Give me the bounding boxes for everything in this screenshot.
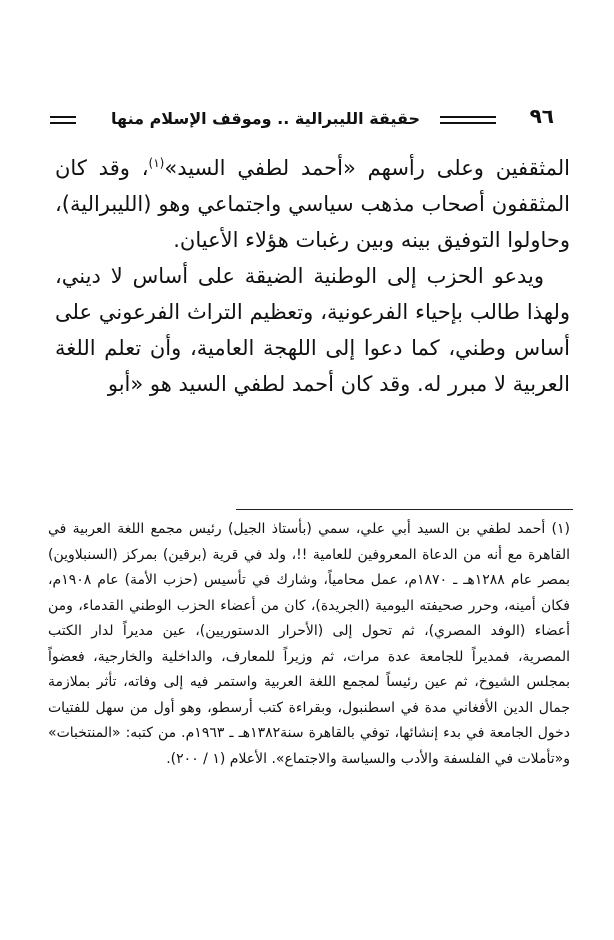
footnote-separator <box>236 509 573 510</box>
footnote-reference[interactable]: (١) <box>148 156 165 170</box>
paragraph-1-start: المثقفين وعلى رأسهم «أحمد لطفي السيد» <box>164 156 571 180</box>
page-number: ٩٦ <box>529 104 554 128</box>
paragraph-1 <box>55 150 570 258</box>
paragraph-2: ويدعو الحزب إلى الوطنية الضيقة على أساس لا ديني، ولهذا طالب بإحياء الفرعونية، وتعظيم التراث الفرعوني على أساس وطني، كما دعوا إلى اللهجة العامية، وأن تعلم اللغة العربية لا مبرر له. وقد كان أحمد لطفي السيد هو «أبو <box>55 264 570 396</box>
main-text <box>55 150 570 402</box>
footnote <box>48 517 570 772</box>
header-rule-left <box>50 116 76 124</box>
header-rule-right <box>440 116 496 124</box>
footnote-text: (١) أحمد لطفي بن السيد أبي علي، سمي (بأستاذ الجيل) رئيس مجمع اللغة العربية في القاهرة مع أنه من الدعاة المعروفين للعامية !!، ولد في قرية (برقين) بمركز (السنبلاوين) بمصر عام ١٢٨٨هـ ـ ١٨٧٠م، عمل محامياً، وشارك في تأسيس (حزب الأمة) عام ١٩٠٨م، فكان أمينه، وحرر صحيفته اليومية (الجريدة)، كان من أعضاء الحزب الوطني القدماء، ومن أعضاء (الوفد المصري)، ثم تحول إلى (الأحرار الدستوريين)، عين مديراً لدار الكتب المصرية، فمديراً للجامعة عدة مرات، ثم وزيراً للمعارف، والداخلية والخارجية، فعضواً بمجلس الشيوخ، ثم عين رئيساً لمجمع اللغة العربية واستمر فيه إلى وفاته، تأثر بملازمة جمال الدين الأفغاني مدة في اسطنبول، وبقراءة كتب أرسطو، وهو أول من سهل للفتيات دخول الجامعة في بدء إنشائها، توفي بالقاهرة سنة١٣٨٢هـ ـ ١٩٦٣م. من كتبه: «المنتخبات» و«تأملات في الفلسفة والأدب والسياسة والاجتماع». الأعلام (١ / ٢٠٠). <box>48 521 571 767</box>
page-header <box>50 96 570 136</box>
running-title: حقيقة الليبرالية .. وموقف الإسلام منها <box>111 109 420 128</box>
paragraph-1-rest: ، وقد كان المثقفون أصحاب مذهب سياسي واجتماعي وهو (الليبرالية)، وحاولوا التوفيق بينه وبين رغبات هؤلاء الأعيان. <box>55 156 570 252</box>
